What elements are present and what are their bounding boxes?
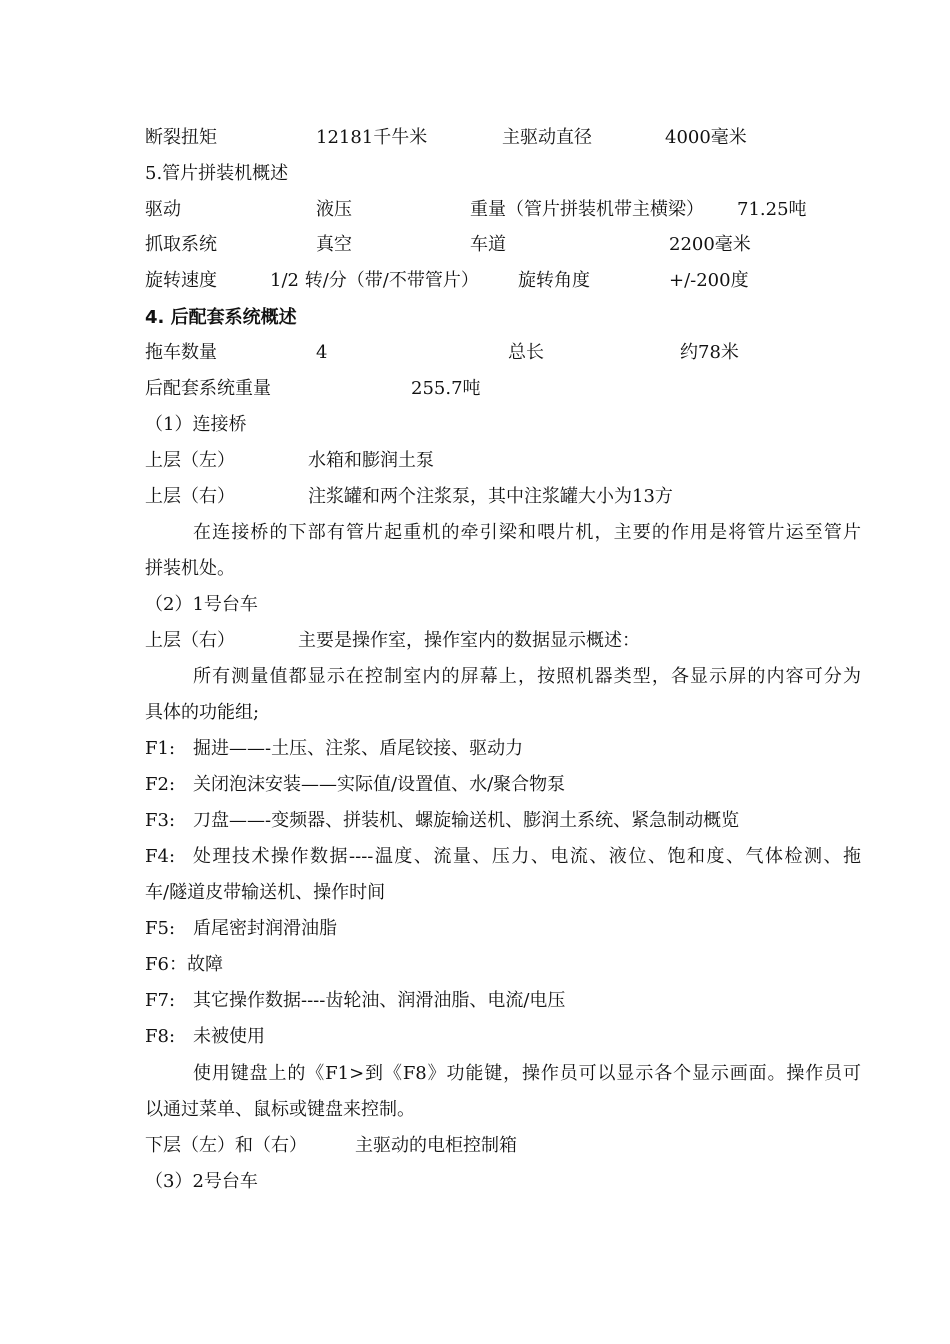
function-key-text: 处理技术操作数据----温度、流量、压力、电流、液位、饱和度、气体检测、拖 bbox=[193, 846, 861, 867]
spec-label: 上层（左） bbox=[145, 450, 235, 471]
spec-label: 上层（右） bbox=[145, 486, 235, 507]
function-key-text: 未被使用 bbox=[193, 1026, 265, 1047]
paragraph-line: 在连接桥的下部有管片起重机的牵引梁和喂片机，主要的作用是将管片运至管片 bbox=[193, 522, 861, 543]
spec-value: 注浆罐和两个注浆泵，其中注浆罐大小为13方 bbox=[308, 486, 673, 507]
function-key-text: 盾尾密封润滑油脂 bbox=[193, 918, 337, 939]
paragraph-line: 所有测量值都显示在控制室内的屏幕上，按照机器类型，各显示屏的内容可分为 bbox=[193, 666, 861, 687]
spec-row-torque bbox=[145, 126, 217, 150]
function-key-label: F4: bbox=[145, 846, 176, 867]
function-key-continuation: 车/隧道皮带输送机、操作时间 bbox=[145, 882, 386, 903]
spec-label: 驱动 bbox=[145, 199, 181, 220]
function-key-text: 掘进——-土压、注浆、盾尾铰接、驱动力 bbox=[193, 738, 524, 759]
spec-value: 约78米 bbox=[680, 342, 739, 363]
function-key-text: 刀盘——-变频器、拼装机、螺旋输送机、膨润土系统、紧急制动概览 bbox=[193, 810, 740, 831]
function-key-label: F5: bbox=[145, 918, 176, 939]
spec-value: 1/2 转/分（带/不带管片） bbox=[270, 270, 479, 291]
spec-value: 液压 bbox=[316, 199, 352, 220]
spec-value: 71.25吨 bbox=[737, 199, 807, 220]
spec-label: 断裂扭矩 bbox=[145, 127, 217, 148]
subsection-heading: （3）2号台车 bbox=[145, 1171, 258, 1192]
spec-label: 旋转角度 bbox=[518, 270, 590, 291]
function-key-label: F1: bbox=[145, 738, 176, 759]
section-heading: 5.管片拼装机概述 bbox=[145, 163, 289, 184]
spec-label: 主驱动直径 bbox=[502, 127, 592, 148]
spec-label: 后配套系统重量 bbox=[145, 378, 271, 399]
spec-value: 4000毫米 bbox=[665, 127, 747, 148]
function-key-text: 其它操作数据----齿轮油、润滑油脂、电流/电压 bbox=[193, 990, 566, 1011]
spec-value: 255.7吨 bbox=[411, 378, 481, 399]
spec-label: 车道 bbox=[470, 234, 506, 255]
subsection-heading: （2）1号台车 bbox=[145, 594, 258, 615]
paragraph-line: 拼装机处。 bbox=[145, 558, 235, 579]
spec-value: +/-200度 bbox=[669, 270, 749, 291]
paragraph-line: 以通过菜单、鼠标或键盘来控制。 bbox=[145, 1099, 415, 1120]
function-key-label: F7: bbox=[145, 990, 176, 1011]
spec-label: 抓取系统 bbox=[145, 234, 217, 255]
function-key-label: F2: bbox=[145, 774, 176, 795]
spec-value: 2200毫米 bbox=[669, 234, 751, 255]
spec-value: 真空 bbox=[316, 234, 352, 255]
spec-value: 主驱动的电柜控制箱 bbox=[355, 1135, 517, 1156]
spec-label: 拖车数量 bbox=[145, 342, 217, 363]
spec-label: 上层（右） bbox=[145, 630, 235, 651]
spec-value: 12181千牛米 bbox=[316, 127, 428, 148]
spec-label: 下层（左）和（右） bbox=[145, 1135, 307, 1156]
paragraph-line: 使用键盘上的《F1>到《F8》功能键，操作员可以显示各个显示画面。操作员可 bbox=[193, 1063, 861, 1084]
spec-label: 总长 bbox=[508, 342, 544, 363]
subsection-heading: （1）连接桥 bbox=[145, 414, 247, 435]
spec-label: 旋转速度 bbox=[145, 270, 217, 291]
spec-label: 重量（管片拼装机带主横梁） bbox=[470, 199, 704, 220]
spec-value: 4 bbox=[316, 342, 328, 363]
spec-value: 水箱和膨润土泵 bbox=[308, 450, 434, 471]
function-key-line: F6：故障 bbox=[145, 954, 223, 975]
function-key-label: F8: bbox=[145, 1026, 176, 1047]
function-key-text: 关闭泡沫安装——实际值/设置值、水/聚合物泵 bbox=[193, 774, 566, 795]
section-heading: 4. 后配套系统概述 bbox=[145, 307, 297, 328]
paragraph-line: 具体的功能组; bbox=[145, 702, 260, 723]
function-key-label: F3: bbox=[145, 810, 176, 831]
spec-value: 主要是操作室，操作室内的数据显示概述： bbox=[298, 630, 640, 651]
